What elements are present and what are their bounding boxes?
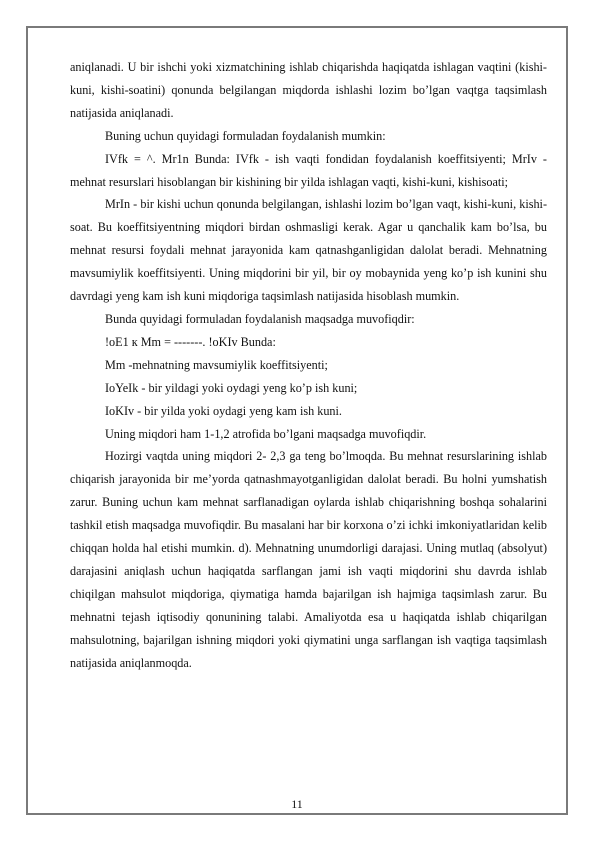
document-body xyxy=(70,56,547,674)
paragraph-9: IoKIv - bir yilda yoki oydagi yeng kam ish kuni. xyxy=(105,403,342,418)
paragraph-4: MrIn - bir kishi uchun qonunda belgilangan, ishlashi lozim bo’lgan vaqt, kishi-kuni, kishi-soat. Bu koeffitsiyentning miqdori birdan oshmasligi kerak. Agar u qanchalik kam bo’lsa, bu mehnat resursi foydali mehnat jarayonida kam qatnashganligidan dalolat beradi. Mehnatning mavsumiylik koeffitsiyenti. Uning miqdorini bir yil, bir oy mobaynida yeng ko’p ish kunini shu davrdagi yeng kam ish kuni miqdoriga taqsimlash natijasida hisoblash mumkin. xyxy=(70,197,547,304)
paragraph-10: Uning miqdori ham 1-1,2 atrofida bo’lgani maqsadga muvofiqdir. xyxy=(105,426,427,441)
paragraph-5: Bunda quyidagi formuladan foydalanish maqsadga muvofiqdir: xyxy=(105,311,415,326)
paragraph-1: aniqlanadi. U bir ishchi yoki xizmatchining ishlab chiqarishda haqiqatda ishlagan vaqtini (kishi-kuni, kishi-soatini) qonunda belgilangan miqdorda ishlashi lozim bo’lgan vaqtga taqsimlash natijasida aniqlanadi. xyxy=(70,60,547,120)
page-number: 11 xyxy=(291,797,303,811)
formula-line: !oE1 к Mm = -------. !oKIv Bunda: xyxy=(105,334,276,349)
paragraph-3: IVfk = ^. Mr1n Bunda: IVfk - ish vaqti fondidan foydalanish koeffitsiyenti; MrIv - mehnat resurslari hisoblangan bir kishining bir yilda ishlagan vaqti, kishi-kuni, kishisoati; xyxy=(70,151,547,189)
paragraph-2: Buning uchun quyidagi formuladan foydalanish mumkin: xyxy=(105,128,386,143)
paragraph-7: Mm -mehnatning mavsumiylik koeffitsiyenti; xyxy=(105,357,328,372)
paragraph-11: Hozirgi vaqtda uning miqdori 2- 2,3 ga teng bo’lmoqda. Bu mehnat resurslarining ishlab chiqarish jarayonida bir me’yorda qatnashmayotganligidan dalolat beradi. Bu holni yumshatish zarur. Buning uchun kam mehnat sarflanadigan oylarda ishlab chiqarishning boshqa sohalarini tashkil etish maqsadga muvofiqdir. Bu masalani har bir korxona o’zi ichki imkoniyatlaridan kelib chiqqan holda hal etishi mumkin. d). Mehnatning unumdorligi darajasi. Uning mutlaq (absolyut) darajasini aniqlash uchun haqiqatda sarflangan jami ish vaqti miqdorini shu davrda ishlab chiqilgan mahsulot miqdoriga, qiymatiga hamda bajarilgan ish hajmiga taqsimlash zarur. Bu mehnatni tejash iqtisodiy qonunining talabi. Amaliyotda esa u haqiqatda ishlab chiqarilgan mahsulotning, bajarilgan ishning miqdori yoki qiymatini unga sarflangan ish vaqtiga taqsimlash natijasida aniqlanmoqda. xyxy=(70,449,547,670)
paragraph-8: IoYeIk - bir yildagi yoki oydagi yeng ko’p ish kuni; xyxy=(105,380,358,395)
